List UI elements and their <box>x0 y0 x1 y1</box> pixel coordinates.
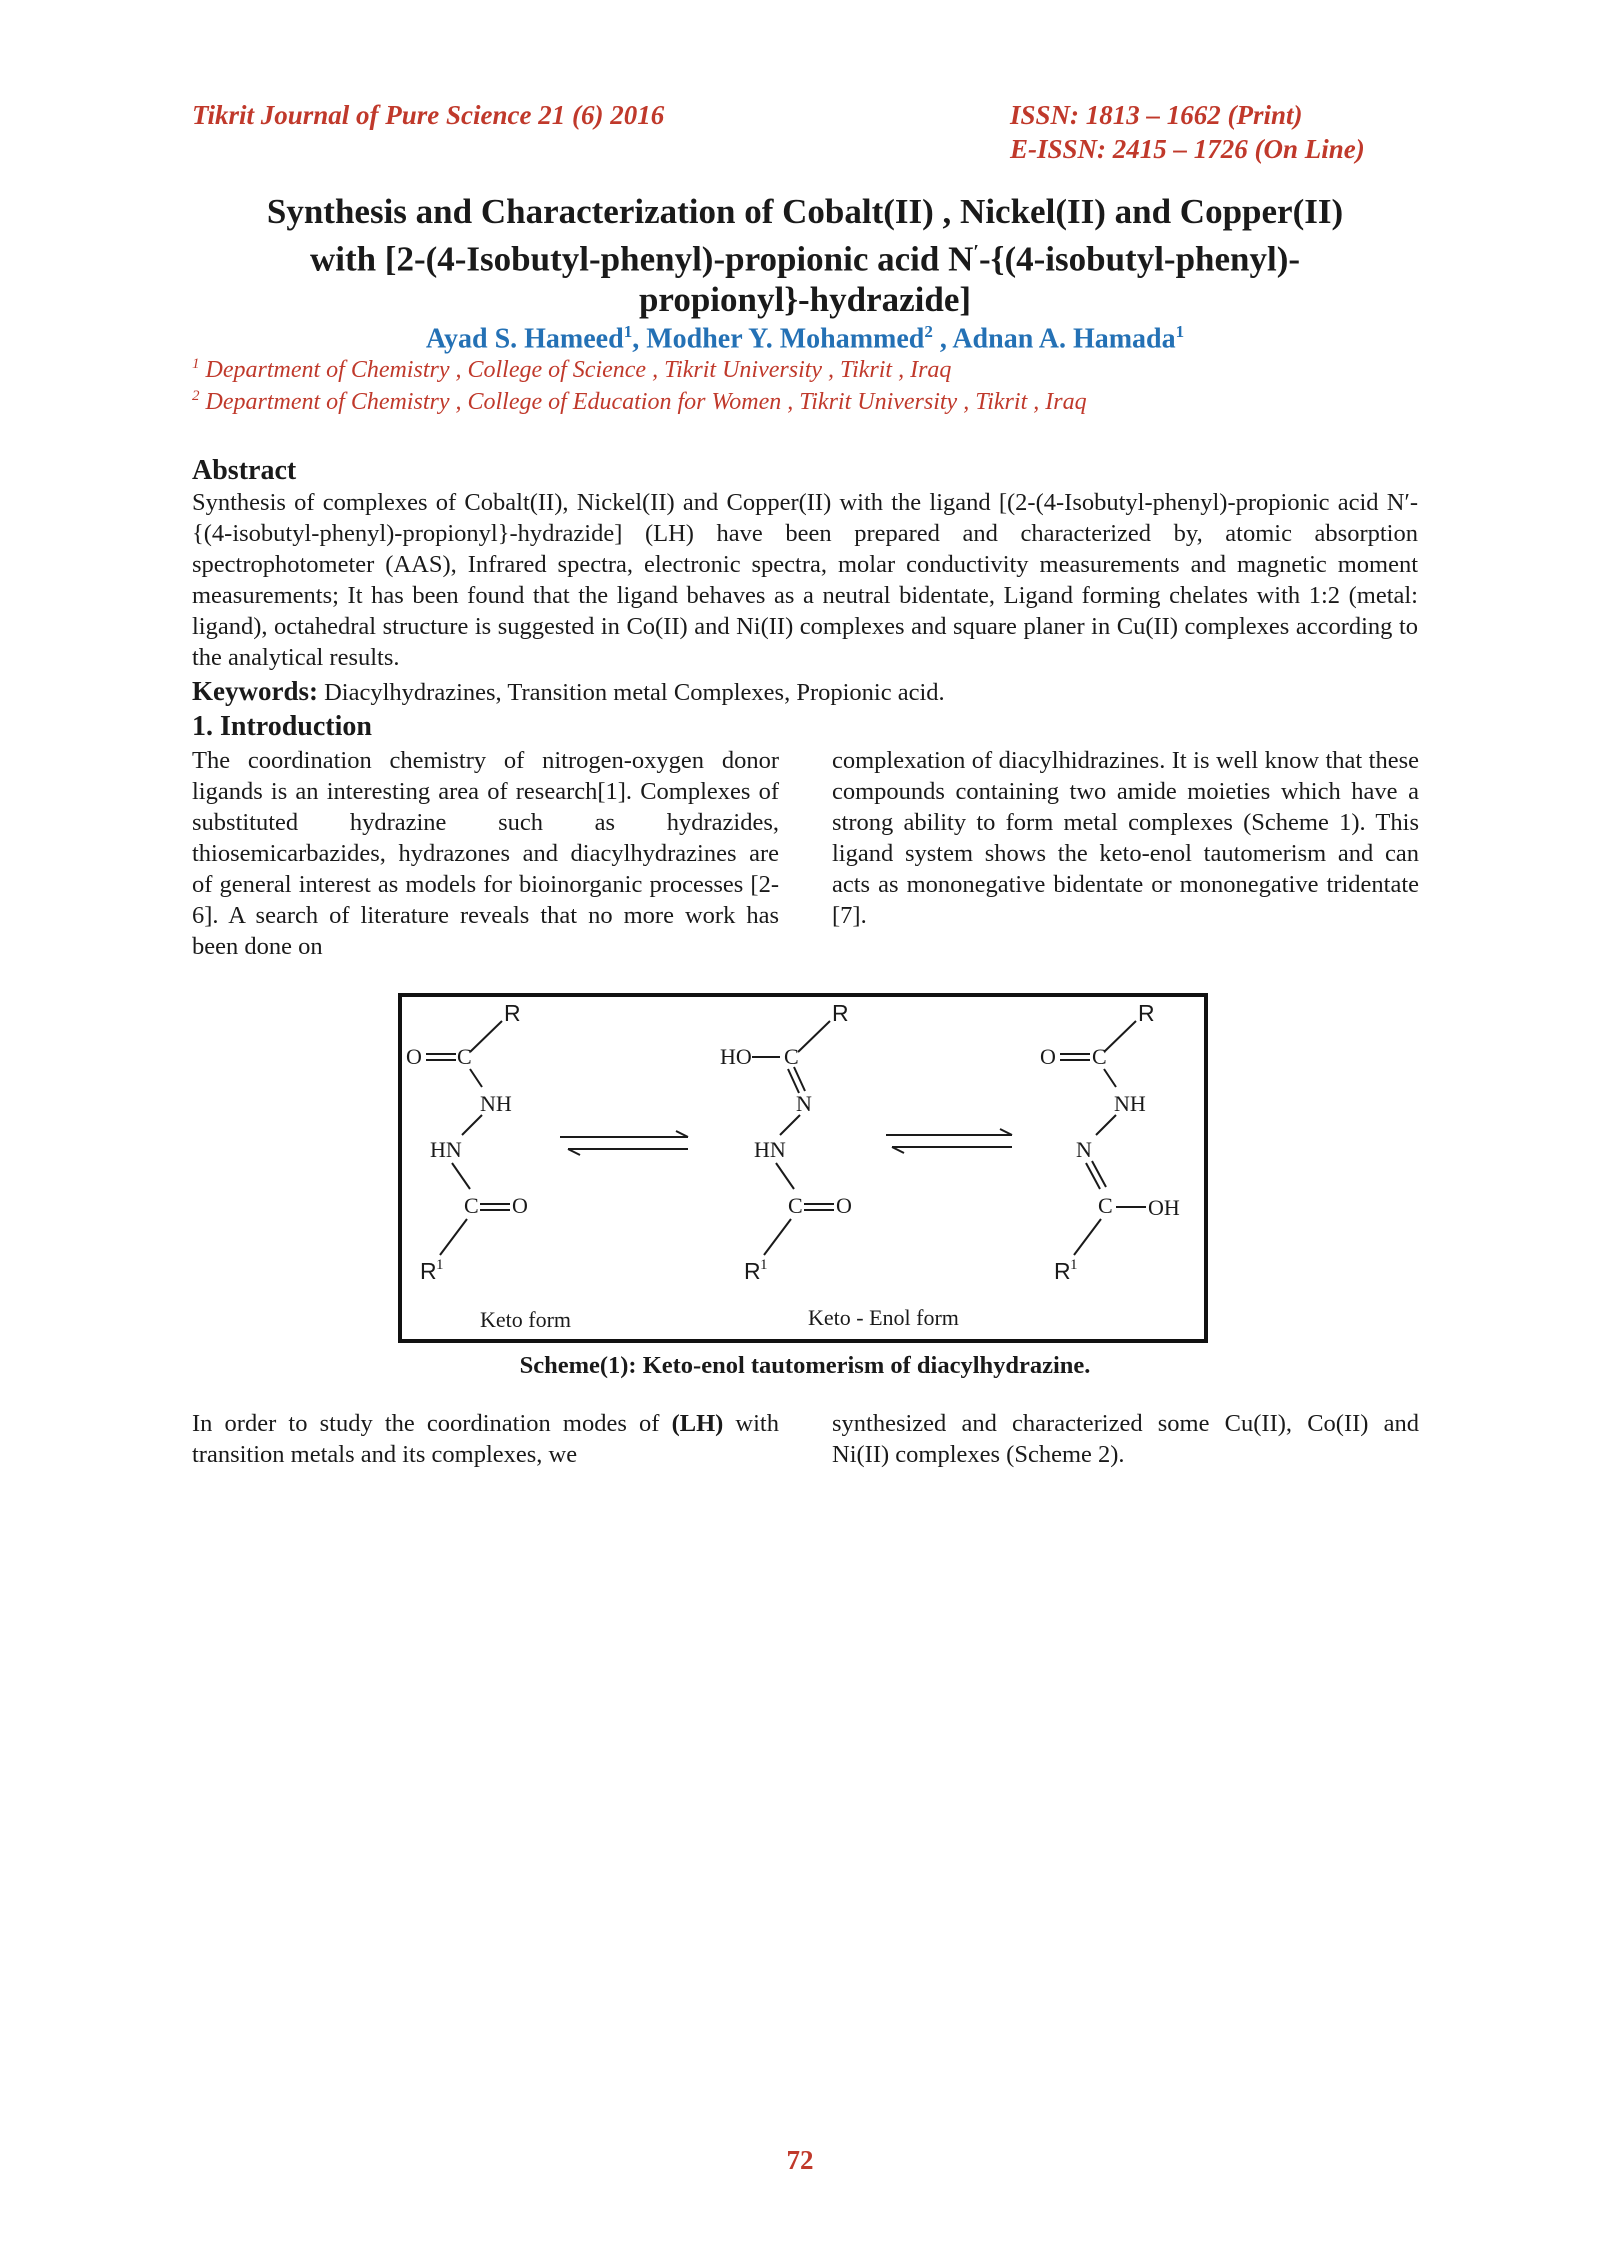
equilibrium-arrow-1 <box>560 1131 688 1155</box>
svg-text:OH: OH <box>1148 1195 1180 1220</box>
svg-text:HO: HO <box>720 1044 752 1069</box>
svg-text:R: R <box>744 1258 761 1284</box>
keywords-text: Diacylhydrazines, Transition metal Complexes, Propionic acid. <box>317 679 945 706</box>
paper-title <box>190 192 1420 320</box>
svg-text:N: N <box>1076 1137 1092 1162</box>
author-list: Ayad S. Hameed$^1$, Modher Y. Mohammed$^2$ , Adnan A. Hamada$^1$ <box>425 322 1185 355</box>
body-col-2: synthesized and characterized some Cu(II), Co(II) and Ni(II) complexes (Scheme 2). <box>832 1410 1419 1468</box>
tautomerism-diagram <box>402 997 1204 1339</box>
affiliation-2: $^2$ Department of Chemistry , College of Education for Women , Tikrit University , Tikrit , Iraq <box>192 388 1087 415</box>
svg-text:O: O <box>836 1193 852 1218</box>
title-line-1: Synthesis and Characterization of Cobalt(II) , Nickel(II) and Copper(II) <box>266 192 1344 231</box>
svg-text:O: O <box>406 1044 422 1069</box>
author-name: Ayad S. Hameed <box>425 323 624 355</box>
svg-text:1: 1 <box>436 1257 444 1273</box>
svg-text:R: R <box>504 1000 521 1026</box>
svg-text:O: O <box>512 1193 528 1218</box>
svg-text:C: C <box>457 1044 472 1069</box>
scheme-figure <box>398 993 1208 1343</box>
scheme-caption: Scheme(1): Keto-enol tautomerism of diacylhydrazine. <box>519 1352 1091 1379</box>
keto-enol-form-label: Keto - Enol form <box>808 1305 959 1330</box>
keto-form-label: Keto form <box>480 1307 572 1332</box>
introduction-col-2: complexation of diacylhidrazines. It is well know that these compounds containing two amide moieties which have a strong ability to form metal complexes (Scheme 1). This ligand system shows the keto-enol tautomerism and can acts as mononegative bidentate or mononegative tridentate [7]. <box>832 747 1419 929</box>
svg-text:1: 1 <box>760 1257 768 1273</box>
issn-print: ISSN: 1813 – 1662 (Print) <box>1010 100 1303 130</box>
svg-text:HN: HN <box>754 1137 786 1162</box>
svg-text:C: C <box>788 1193 803 1218</box>
svg-text:C: C <box>464 1193 479 1218</box>
body-col-1: In order to study the coordination modes of (LH) with transition metals and its complexes, we <box>192 1410 779 1468</box>
svg-text:N: N <box>796 1091 812 1116</box>
svg-text:C: C <box>1092 1044 1107 1069</box>
introduction-col-1: The coordination chemistry of nitrogen-oxygen donor ligands is an interesting area of research[1]. Complexes of substituted hydrazine such as hydrazides, thiosemicarbazides, hydrazones and diacylhydrazines are of general interest as models for bioinorganic processes [2-6]. A search of literature reveals that no more work has been done on <box>192 747 779 960</box>
issn-online: E-ISSN: 2415 – 1726 (On Line) <box>1010 134 1365 164</box>
equilibrium-arrow-2 <box>886 1129 1012 1153</box>
svg-text:HN: HN <box>430 1137 462 1162</box>
page-number: 72 <box>786 2145 814 2175</box>
journal-header: Tikrit Journal of Pure Science 21 (6) 2016 <box>192 100 665 130</box>
svg-text:C: C <box>784 1044 799 1069</box>
svg-text:NH: NH <box>480 1091 512 1116</box>
structure-keto-enol <box>720 1000 852 1284</box>
introduction-heading: 1. Introduction <box>192 711 372 742</box>
svg-text:NH: NH <box>1114 1091 1146 1116</box>
svg-text:R: R <box>1138 1000 1155 1026</box>
author-name: , Modher Y. Mohammed <box>632 323 925 355</box>
svg-text:R: R <box>832 1000 849 1026</box>
svg-text:R: R <box>420 1258 437 1284</box>
author-name: , Adnan A. Hamada <box>932 323 1176 355</box>
abstract-text: Synthesis of complexes of Cobalt(II), Nickel(II) and Copper(II) with the ligand [(2-(4-Isobutyl-phenyl)-propionic acid N′-{(4-isobutyl-phenyl)-propionyl}-hydrazide] (LH) have been prepared and characterized by, atomic absorption spectrophotometer (AAS), Infrared spectra, electronic spectra, molar conductivity measurements and magnetic moment measurements; It has been found that the ligand behaves as a neutral bidentate, Ligand forming chelates with 1:2 (metal: ligand), octahedral structure is suggested in Co(II) and Ni(II) complexes and square planer in Cu(II) complexes according to the analytical results. <box>192 489 1418 671</box>
abstract-heading: Abstract <box>192 455 297 486</box>
svg-text:R: R <box>1054 1258 1071 1284</box>
affiliation-1: $^1$ Department of Chemistry , College of Science , Tikrit University , Tikrit , Iraq <box>192 356 952 383</box>
svg-text:O: O <box>1040 1044 1056 1069</box>
title-line-2: with [2-(4-Isobutyl-phenyl)-propionic acid N′-{(4-isobutyl-phenyl)- <box>309 239 1301 279</box>
structure-enol <box>1040 1000 1180 1284</box>
svg-text:C: C <box>1098 1193 1113 1218</box>
svg-text:1: 1 <box>1070 1257 1078 1273</box>
title-line-3: propionyl}-hydrazide] <box>638 279 972 319</box>
structure-keto <box>406 1000 528 1284</box>
keywords-label: Keywords: <box>192 676 318 706</box>
keywords <box>192 676 945 707</box>
